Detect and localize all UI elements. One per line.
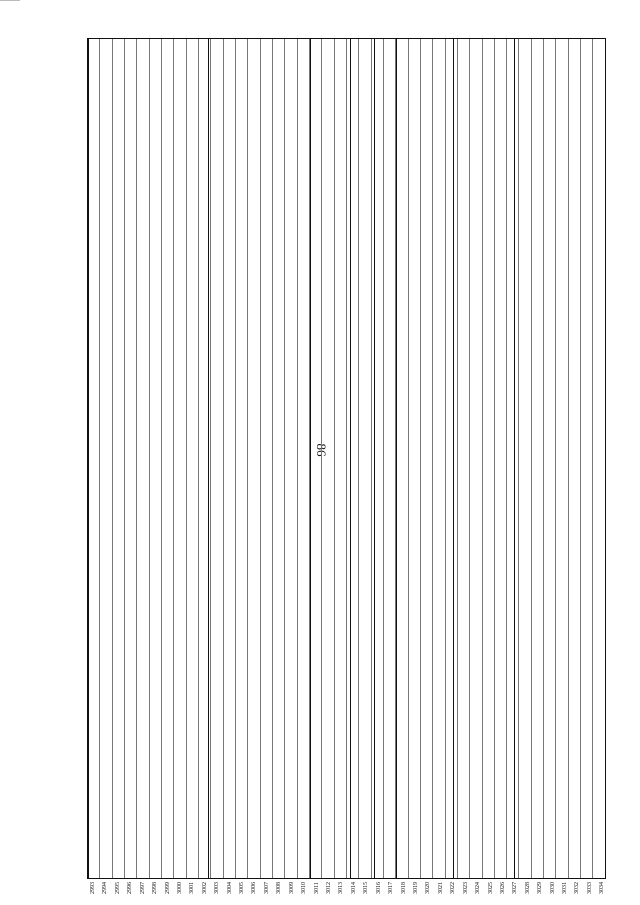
table-row <box>408 39 420 878</box>
row-number: 3020 <box>425 882 432 894</box>
row-number: 3017 <box>388 882 395 894</box>
table-row <box>247 39 259 878</box>
table-row <box>494 39 506 878</box>
row-number: 3026 <box>499 882 506 894</box>
row-number: 3030 <box>549 882 556 894</box>
scan-edge-mark <box>0 0 20 7</box>
row-number: 3031 <box>562 882 569 894</box>
table-row <box>260 39 272 878</box>
row-number: 3023 <box>462 882 469 894</box>
row-number: 3022 <box>450 882 457 894</box>
table-row <box>173 39 185 878</box>
row-number: 3007 <box>263 882 270 894</box>
row-number: 3013 <box>338 882 345 894</box>
row-number: 3018 <box>400 882 407 894</box>
table-row <box>223 39 235 878</box>
row-number: 3019 <box>412 882 419 894</box>
table-row <box>88 39 99 878</box>
row-number: 3029 <box>537 882 544 894</box>
table-row <box>358 39 370 878</box>
table-row <box>210 39 222 878</box>
table-row <box>186 39 198 878</box>
table-row <box>445 39 457 878</box>
table-row <box>555 39 567 878</box>
row-number: 2998 <box>152 882 159 894</box>
row-number: 3004 <box>226 882 233 894</box>
row-number: 2995 <box>114 882 121 894</box>
table-row <box>383 39 395 878</box>
row-number: 3011 <box>313 882 320 894</box>
table-row <box>592 39 604 878</box>
row-number: 3005 <box>239 882 246 894</box>
row-number: 3015 <box>363 882 370 894</box>
row-number: 3024 <box>475 882 482 894</box>
table-row <box>543 39 555 878</box>
row-number-strip <box>86 881 608 895</box>
row-number: 3010 <box>301 882 308 894</box>
row-number: 3008 <box>276 882 283 894</box>
table-row <box>124 39 136 878</box>
row-number: 2997 <box>139 882 146 894</box>
table-row <box>457 39 469 878</box>
row-number: 3016 <box>375 882 382 894</box>
row-number: 3009 <box>288 882 295 894</box>
table-row <box>309 39 321 878</box>
table-row <box>506 39 518 878</box>
table-row <box>235 39 247 878</box>
row-number: 3014 <box>350 882 357 894</box>
table-row <box>297 39 309 878</box>
row-number: 2999 <box>164 882 171 894</box>
table-row <box>531 39 543 878</box>
table-row <box>284 39 296 878</box>
table-row <box>469 39 481 878</box>
row-number: 2994 <box>102 882 109 894</box>
row-number: 3001 <box>189 882 196 894</box>
row-number: 3027 <box>512 882 519 894</box>
row-number: 3032 <box>574 882 581 894</box>
row-number: 3003 <box>214 882 221 894</box>
table-row <box>568 39 580 878</box>
table-row <box>321 39 333 878</box>
table-row <box>395 39 407 878</box>
row-number: 3021 <box>437 882 444 894</box>
row-number: 3002 <box>201 882 208 894</box>
register-table <box>87 38 606 879</box>
row-number: 3006 <box>251 882 258 894</box>
table-row <box>371 39 383 878</box>
table-row <box>112 39 124 878</box>
page-number: 86 <box>314 443 329 457</box>
table-row <box>420 39 432 878</box>
table-row <box>99 39 111 878</box>
table-row <box>272 39 284 878</box>
table-row <box>136 39 148 878</box>
table-row <box>149 39 161 878</box>
row-number: 3028 <box>524 882 531 894</box>
row-number: 3034 <box>599 882 606 894</box>
row-number: 3033 <box>586 882 593 894</box>
row-number: 3012 <box>326 882 333 894</box>
row-number: 2993 <box>90 882 96 894</box>
table-rows <box>88 39 605 878</box>
table-row <box>518 39 530 878</box>
table-row <box>161 39 173 878</box>
row-number: 3025 <box>487 882 494 894</box>
table-row <box>334 39 346 878</box>
table-row <box>432 39 444 878</box>
table-row <box>346 39 358 878</box>
row-number: 2996 <box>127 882 134 894</box>
row-number: 3000 <box>176 882 183 894</box>
table-row <box>198 39 210 878</box>
table-row <box>580 39 592 878</box>
table-row <box>482 39 494 878</box>
